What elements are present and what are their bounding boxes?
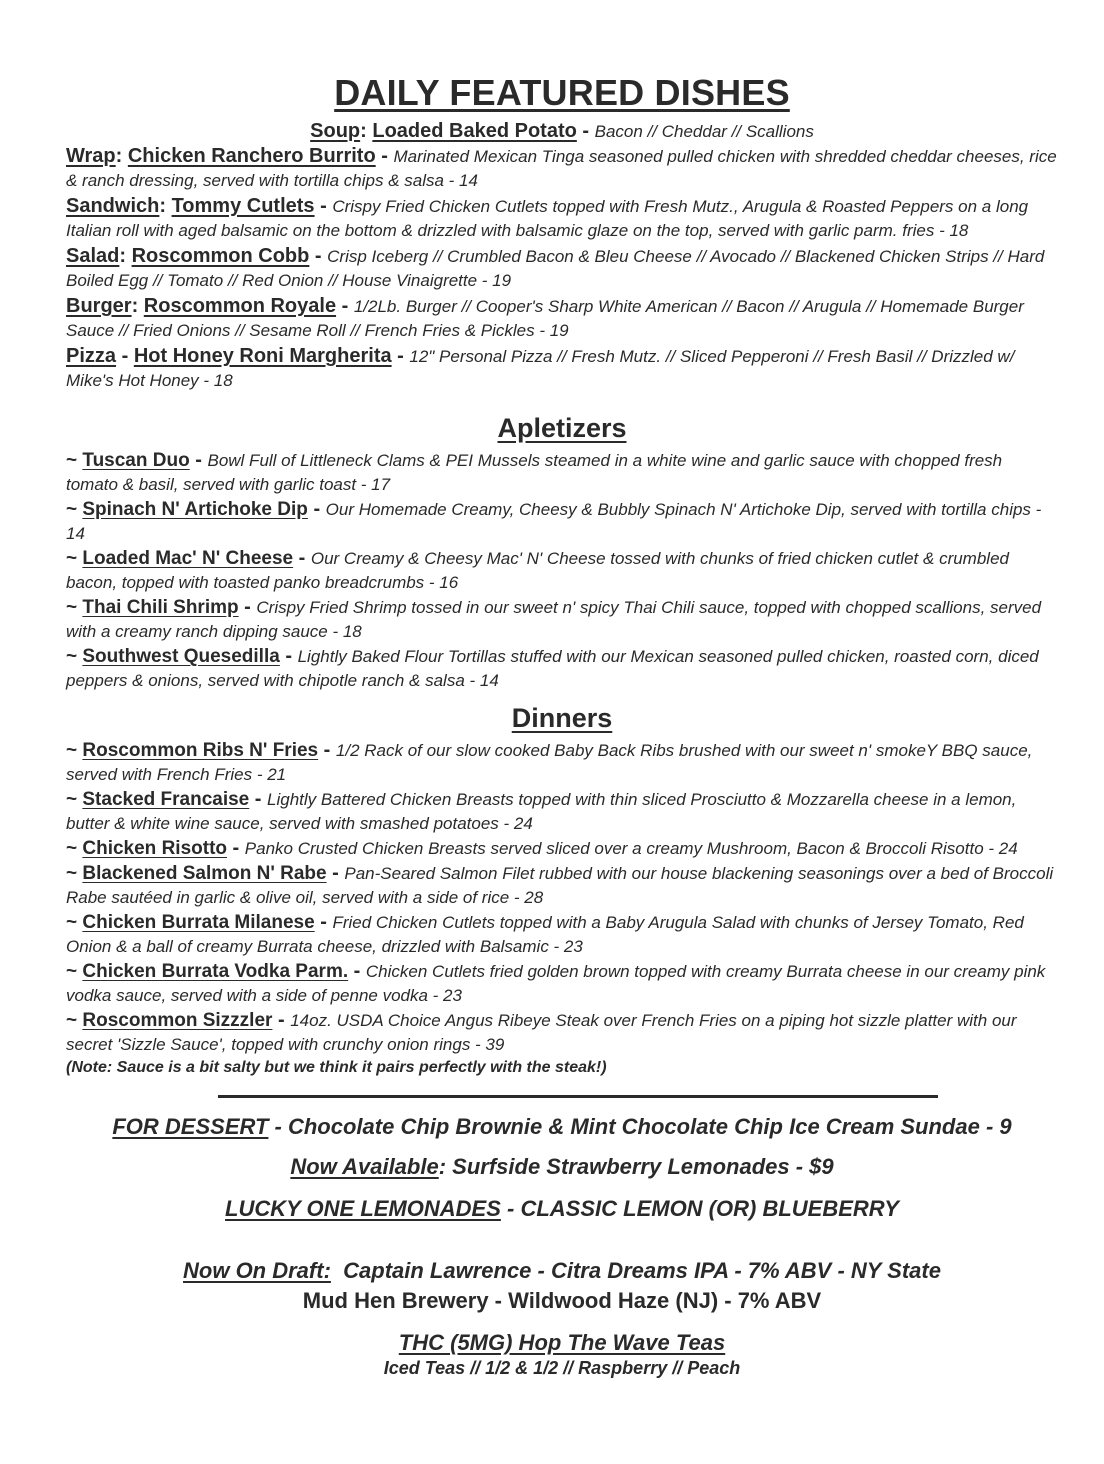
- feature-name: Hot Honey Roni Margherita: [133, 345, 392, 367]
- dinner-desc: Lightly Battered Chicken Breasts topped with thin sliced Prosciutto & Mozzarella cheese in a lemon, butter & white wine sauce, served with smashed potatoes - 24: [66, 790, 1017, 833]
- appetizer-name: Southwest Quesedilla: [82, 646, 280, 667]
- thc-label: THC (5MG) Hop The Wave Teas: [398, 1330, 726, 1355]
- appetizer-desc: Our Homemade Creamy, Cheesy & Bubbly Spinach N' Artichoke Dip, served with tortilla chips - 14: [66, 500, 1042, 543]
- appetizer-item: ~ Southwest Quesedilla - Lightly Baked Flour Tortillas stuffed with our Mexican seasoned pulled chicken, roasted corn, diced peppers & onions, served with chipotle ranch & salsa - 14: [66, 645, 1039, 690]
- dinner-desc: Panko Crusted Chicken Breasts served sliced over a creamy Mushroom, Bacon & Broccoli Risotto - 24: [244, 839, 1018, 858]
- dinner-desc: 1/2 Rack of our slow cooked Baby Back Ribs brushed with our sweet n' smokeY BBQ sauce, served with French Fries - 21: [66, 741, 1033, 784]
- soup-desc: Bacon // Cheddar // Scallions: [594, 122, 814, 141]
- feature-category: Burger: [66, 295, 132, 317]
- thc-flavors: Iced Teas // 1/2 & 1/2 // Raspberry // Peach: [383, 1358, 741, 1378]
- dinner-item: ~ Chicken Risotto - Panko Crusted Chicken Breasts served sliced over a creamy Mushroom, Bacon & Broccoli Risotto - 24: [66, 837, 1018, 859]
- draft-line-1: Captain Lawrence - Citra Dreams IPA - 7% ABV - NY State: [343, 1258, 941, 1283]
- lemonade-text: Surfside Strawberry Lemonades - $9: [452, 1154, 834, 1179]
- feature-name: Roscommon Royale: [143, 295, 337, 317]
- feature-category: Wrap: [66, 145, 116, 167]
- appetizer-name: Thai Chili Shrimp: [82, 597, 239, 618]
- appetizer-desc: Lightly Baked Flour Tortillas stuffed with our Mexican seasoned pulled chicken, roasted corn, diced peppers & onions, served with chipotle ranch & salsa - 14: [66, 647, 1039, 690]
- dinner-item: ~ Roscommon Ribs N' Fries - 1/2 Rack of our slow cooked Baby Back Ribs brushed with our sweet n' smokeY BBQ sauce, served with French Fries - 21: [66, 739, 1033, 784]
- feature-desc: Crispy Fried Chicken Cutlets topped with Fresh Mutz., Arugula & Roasted Peppers on a long Italian roll with aged balsamic on the bottom & drizzled with balsamic glaze on the top, served with garlic parm. fries - 18: [66, 197, 1029, 240]
- feature-name: Tommy Cutlets: [171, 195, 315, 217]
- lucky-text: CLASSIC LEMON (OR) BLUEBERRY: [520, 1196, 899, 1221]
- appetizer-item: ~ Spinach N' Artichoke Dip - Our Homemade Creamy, Cheesy & Bubbly Spinach N' Artichoke Dip, served with tortilla chips - 14: [66, 498, 1042, 543]
- feature-name: Roscommon Cobb: [131, 245, 310, 267]
- dinners-heading: Dinners: [511, 703, 613, 733]
- steak-note: (Note: Sauce is a bit salty but we think it pairs perfectly with the steak!): [66, 1059, 607, 1076]
- dinner-name: Chicken Burrata Vodka Parm.: [82, 961, 349, 982]
- appetizer-item: ~ Tuscan Duo - Bowl Full of Littleneck Clams & PEI Mussels steamed in a white wine and garlic sauce with chopped fresh tomato & basil, served with garlic toast - 17: [66, 449, 1003, 494]
- dinner-item: ~ Chicken Burrata Milanese - Fried Chicken Cutlets topped with a Baby Arugula Salad with chunks of Jersey Tomato, Red Onion & a ball of creamy Burrata cheese, drizzled with Balsamic - 23: [66, 911, 1024, 956]
- dinner-desc: 14oz. USDA Choice Angus Ribeye Steak over French Fries on a piping hot sizzle platter with our secret 'Sizzle Sauce', topped with crunchy onion rings - 39: [66, 1011, 1017, 1054]
- page-title: DAILY FEATURED DISHES: [334, 72, 790, 113]
- dinner-name: Stacked Francaise: [82, 789, 250, 810]
- dinner-name: Chicken Burrata Milanese: [82, 912, 315, 933]
- feature-desc: 1/2Lb. Burger // Cooper's Sharp White American // Bacon // Arugula // Homemade Burger Sauce // Fried Onions // Sesame Roll // French Fries & Pickles - 19: [66, 297, 1024, 340]
- feature-category: Sandwich: [66, 195, 160, 217]
- soup-line: Soup: Loaded Baked Potato - Bacon // Cheddar // Scallions: [310, 120, 814, 142]
- lucky-line: LUCKY ONE LEMONADES - CLASSIC LEMON (OR) BLUEBERRY: [225, 1196, 899, 1221]
- appetizer-name: Spinach N' Artichoke Dip: [82, 499, 308, 520]
- feature-item: Burger: Roscommon Royale - 1/2Lb. Burger // Cooper's Sharp White American // Bacon // Arugula // Homemade Burger Sauce // Fried Onions // Sesame Roll // French Fries & Pickles - 19: [66, 295, 1024, 340]
- appetizer-desc: Crispy Fried Shrimp tossed in our sweet n' spicy Thai Chili sauce, topped with chopped scallions, served with a creamy ranch dipping sauce - 18: [66, 598, 1042, 641]
- feature-item: Salad: Roscommon Cobb - Crisp Iceberg // Crumbled Bacon & Bleu Cheese // Avocado // Blackened Chicken Strips // Hard Boiled Egg // Tomato // Red Onion // House Vinaigrette - 19: [66, 245, 1045, 290]
- dinner-desc: Pan-Seared Salmon Filet rubbed with our house blackening seasonings over a bed of Broccoli Rabe sautéed in garlic & olive oil, served with a side of rice - 28: [66, 864, 1054, 907]
- appetizer-name: Tuscan Duo: [82, 450, 190, 471]
- dinner-name: Blackened Salmon N' Rabe: [82, 863, 327, 884]
- dessert-text: Chocolate Chip Brownie & Mint Chocolate Chip Ice Cream Sundae - 9: [287, 1114, 1012, 1139]
- dinner-item: ~ Roscommon Sizzzler - 14oz. USDA Choice Angus Ribeye Steak over French Fries on a piping hot sizzle platter with our secret 'Sizzle Sauce', topped with crunchy onion rings - 39: [66, 1009, 1017, 1054]
- featured-list: [66, 144, 1058, 393]
- dinner-desc: Fried Chicken Cutlets topped with a Baby Arugula Salad with chunks of Jersey Tomato, Red Onion & a ball of creamy Burrata cheese, drizzled with Balsamic - 23: [66, 913, 1024, 956]
- dinner-desc: Chicken Cutlets fried golden brown topped with creamy Burrata cheese in our creamy pink vodka sauce, served with a side of penne vodka - 23: [66, 962, 1046, 1005]
- feature-desc: 12" Personal Pizza // Fresh Mutz. // Sliced Pepperoni // Fresh Basil // Drizzled w/ Mike's Hot Honey - 18: [66, 347, 1015, 390]
- divider-line: [218, 1095, 938, 1098]
- dessert-line: FOR DESSERT - Chocolate Chip Brownie & Mint Chocolate Chip Ice Cream Sundae - 9: [112, 1114, 1012, 1139]
- soup-name: Loaded Baked Potato: [372, 120, 577, 142]
- draft-block: [66, 1256, 1058, 1316]
- feature-item: Wrap: Chicken Ranchero Burrito - Marinated Mexican Tinga seasoned pulled chicken with shredded cheddar cheeses, rice & ranch dressing, served with tortilla chips & salsa - 14: [66, 145, 1057, 190]
- feature-name: Chicken Ranchero Burrito: [127, 145, 376, 167]
- dinner-item: ~ Stacked Francaise - Lightly Battered Chicken Breasts topped with thin sliced Prosciutto & Mozzarella cheese in a lemon, butter & white wine sauce, served with smashed potatoes - 24: [66, 788, 1017, 833]
- feature-category: Salad: [66, 245, 120, 267]
- feature-category: Pizza: [66, 345, 117, 367]
- appetizer-name: Loaded Mac' N' Cheese: [82, 548, 294, 569]
- dinner-item: ~ Blackened Salmon N' Rabe - Pan-Seared Salmon Filet rubbed with our house blackening seasonings over a bed of Broccoli Rabe sautéed in garlic & olive oil, served with a side of rice - 28: [66, 862, 1054, 907]
- appetizer-item: ~ Thai Chili Shrimp - Crispy Fried Shrimp tossed in our sweet n' spicy Thai Chili sauce, topped with chopped scallions, served with a creamy ranch dipping sauce - 18: [66, 596, 1042, 641]
- soup-category: Soup: [310, 120, 361, 142]
- appetizers-heading: Apletizers: [497, 413, 627, 443]
- lemonade-line: Now Available: Surfside Strawberry Lemonades - $9: [290, 1154, 834, 1179]
- draft-label: Now On Draft:: [183, 1258, 331, 1283]
- feature-desc: Marinated Mexican Tinga seasoned pulled chicken with shredded cheddar cheeses, rice & ranch dressing, served with tortilla chips & salsa - 14: [66, 147, 1057, 190]
- draft-line-2: Mud Hen Brewery - Wildwood Haze (NJ) - 7% ABV: [302, 1288, 822, 1313]
- dessert-label: FOR DESSERT: [112, 1114, 269, 1139]
- appetizer-item: ~ Loaded Mac' N' Cheese - Our Creamy & Cheesy Mac' N' Cheese tossed with chunks of fried chicken cutlet & crumbled bacon, topped with toasted panko breadcrumbs - 16: [66, 547, 1009, 592]
- dinners-list: [66, 738, 1058, 1077]
- dinner-item: ~ Chicken Burrata Vodka Parm. - Chicken Cutlets fried golden brown topped with creamy Burrata cheese in our creamy pink vodka sauce, served with a side of penne vodka - 23: [66, 960, 1046, 1005]
- feature-item: Pizza - Hot Honey Roni Margherita - 12" Personal Pizza // Fresh Mutz. // Sliced Pepperoni // Fresh Basil // Drizzled w/ Mike's Hot Honey - 18: [66, 345, 1015, 390]
- dinner-name: Roscommon Ribs N' Fries: [82, 740, 319, 761]
- appetizer-desc: Bowl Full of Littleneck Clams & PEI Mussels steamed in a white wine and garlic sauce with chopped fresh tomato & basil, served with garlic toast - 17: [66, 451, 1003, 494]
- feature-item: Sandwich: Tommy Cutlets - Crispy Fried Chicken Cutlets topped with Fresh Mutz., Arugula & Roasted Peppers on a long Italian roll with aged balsamic on the bottom & drizzled with balsamic glaze on the top, served with garlic parm. fries - 18: [66, 195, 1029, 240]
- lucky-label: LUCKY ONE LEMONADES: [225, 1196, 501, 1221]
- feature-desc: Crisp Iceberg // Crumbled Bacon & Bleu Cheese // Avocado // Blackened Chicken Strips // Hard Boiled Egg // Tomato // Red Onion // House Vinaigrette - 19: [66, 247, 1045, 290]
- appetizers-list: [66, 448, 1058, 693]
- thc-heading: [66, 1330, 1058, 1356]
- dinner-name: Roscommon Sizzzler: [82, 1010, 273, 1031]
- appetizer-desc: Our Creamy & Cheesy Mac' N' Cheese tossed with chunks of fried chicken cutlet & crumbled bacon, topped with toasted panko breadcrumbs - 16: [66, 549, 1009, 592]
- lemonade-label: Now Available: [290, 1154, 439, 1179]
- dinner-name: Chicken Risotto: [82, 838, 227, 859]
